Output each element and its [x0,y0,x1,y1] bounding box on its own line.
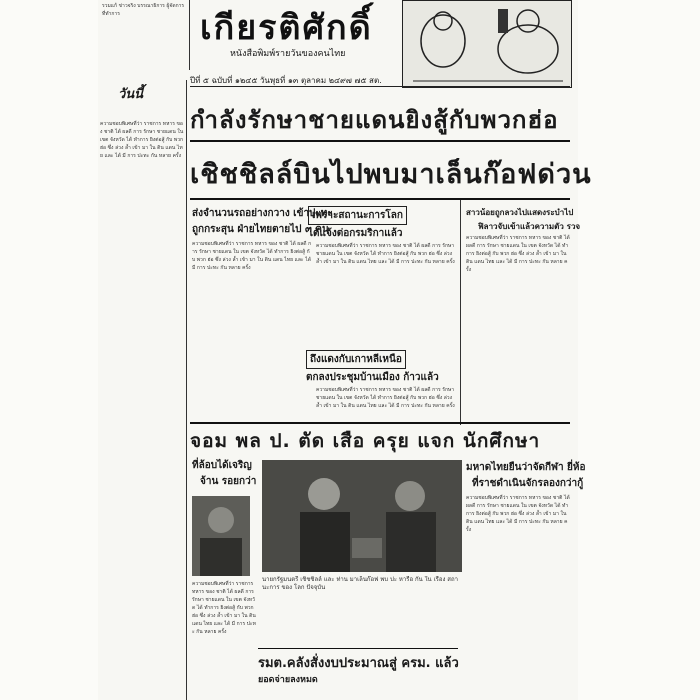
subhead-border-1: ส่งจำนวนรถอย่างกวาง เข้าปะทะ [192,208,333,219]
left-column-text: ความชอบพิเศษที่ว่า ราชการ ทหาร ของ ชาติ ได้ ผลดี การ รักษา ชายแดน ใน เขต จังหวัด ได้ ทำการ ยิงต่อสู้ กับ พวก ฮ่อ ซึ่ง ล่วง ล้ำ เข้า มา ใน ดิน แดน ไทย และ ได้ มี การ ปะทะ กัน หลาย ครั้ง [100,121,184,159]
dateline: ปีที่ ๕ ฉบับที่ ๑๒๔๕ วันพุธที่ ๑๓ ตุลาคม ๒๔๙๗ ๗๕ สต. [190,74,570,87]
main-headline-1: กำลังรักษาชายแดนยิงสู้กับพวกฮ่อ [190,106,559,134]
story-korea-text: ความชอบพิเศษที่ว่า ราชการ ทหาร ของ ชาติ ได้ ผลดี การ รักษา ชายแดน ใน เขต จังหวัด ได้ ทำการ ยิงต่อสู้ กับ พวก ฮ่อ ซึ่ง ล่วง ล้ำ เข้า มา ใน ดิน แดน ไทย และ ได้ มี การ ปะทะ กัน หลาย ครั้ง [316,387,455,409]
story-world-text: ความชอบพิเศษที่ว่า ราชการ ทหาร ของ ชาติ ได้ ผลดี การ รักษา ชายแดน ใน เขต จังหวัด ได้ ทำการ ยิงต่อสู้ กับ พวก ฮ่อ ซึ่ง ล่วง ล้ำ เข้า มา ใน ดิน แดน ไทย และ ได้ มี การ ปะทะ กัน หลาย ครั้ง [316,243,455,265]
column-rule [460,200,461,425]
column-rule [186,80,187,700]
divider [190,422,570,424]
subhead-sports-1: มหาดไทยยืนว่าจัดกีฬา ยี่ห้อ [466,462,586,473]
bottom-headline: รมต.คลังสั่งงบประมาณสู่ ครม. แล้ว [258,656,459,671]
divider [190,198,570,200]
masthead-subtitle: หนังสือพิมพ์รายวันของคนไทย [230,49,346,59]
subhead-world-1: เพราะสถานะการโลก [308,206,407,225]
story-photo-text: ความชอบพิเศษที่ว่า ราชการ ทหาร ของ ชาติ ได้ ผลดี การ รักษา ชายแดน ใน เขต จังหวัด ได้ ทำการ ยิงต่อสู้ กับ พวก ฮ่อ ซึ่ง ล่วง ล้ำ เข้า มา ใน ดิน แดน ไทย และ ได้ มี การ ปะทะ กัน หลาย ครั้ง [192,581,256,635]
portrait-photo [192,496,250,576]
subhead-border-2: ถูกกระสุน ฝ่ายไทยตายไป ๓ คน [192,224,329,235]
main-headline-2: เชิชชิลล์บินไปพบมาเล็นก๊อฟด่วน [190,159,592,190]
story-border-text: ความชอบพิเศษที่ว่า ราชการ ทหาร ของ ชาติ ได้ ผลดี การ รักษา ชายแดน ใน เขต จังหวัด ได้ ทำการ ยิงต่อสู้ กับ พวก ฮ่อ ซึ่ง ล่วง ล้ำ เข้า มา ใน ดิน แดน ไทย และ ได้ มี การ ปะทะ กัน หลาย ครั้ง [192,241,312,271]
section-logo: วันนี้ [118,87,144,102]
subhead-korea-2: ตกลงประชุมบ้านเมือง ก้าวแล้ว [306,372,439,383]
subhead-photo-1: ที่ล้อบได้เจริญ [192,460,252,471]
subhead-budget: ยอดจ่ายลงหมด [258,675,318,685]
story-sports-text: ความชอบพิเศษที่ว่า ราชการ ทหาร ของ ชาติ ได้ ผลดี การ รักษา ชายแดน ใน เขต จังหวัด ได้ ทำการ ยิงต่อสู้ กับ พวก ฮ่อ ซึ่ง ล่วง ล้ำ เข้า มา ใน ดิน แดน ไทย และ ได้ มี การ ปะทะ กัน หลาย ครั้ง [466,495,570,533]
story-girl-text: ความชอบพิเศษที่ว่า ราชการ ทหาร ของ ชาติ ได้ ผลดี การ รักษา ชายแดน ใน เขต จังหวัด ได้ ทำการ ยิงต่อสู้ กับ พวก ฮ่อ ซึ่ง ล่วง ล้ำ เข้า มา ใน ดิน แดน ไทย และ ได้ มี การ ปะทะ กัน หลาย ครั้ง [466,235,570,273]
divider [258,648,458,649]
subhead-korea-1: ถึงแดงกับเกาหลีเหนือ [306,350,406,369]
photo-caption: นายกรัฐมนตรี เชิชชิลล์ และ ท่าน มาเล็นก๊อฟ พบ ปะ หารือ กัน ใน เรื่อง สถานะการ ของ โลก ปัจจุบัน [262,576,458,591]
subhead-girl-1: สาวน้อยถูกลวงไปแสดงระบำไป [466,208,574,217]
main-headline-3: จอม พล ป. ตัด เสือ ครุย แจก นักศึกษา [190,430,541,452]
masthead-title: เกียรติศักดิ์ [200,8,373,48]
subhead-girl-2: ฟิลาวจับเข้าแล้วความตัว รวจ [478,222,581,231]
divider [190,140,570,142]
publisher-box: รวมแก้ ข่าวจริง บรรณาธิการ ผู้จัดการ ที่ทำการ [100,0,190,70]
subhead-photo-2: จ้าน รอยกว่า [200,476,257,487]
subhead-sports-2: ที่ราชดำเนินจักรลองกว่ากู้ [472,478,584,489]
subhead-world-2: ได้แจ้งต่อกรมริกาแล้ว [308,228,403,239]
news-photo [262,460,462,572]
